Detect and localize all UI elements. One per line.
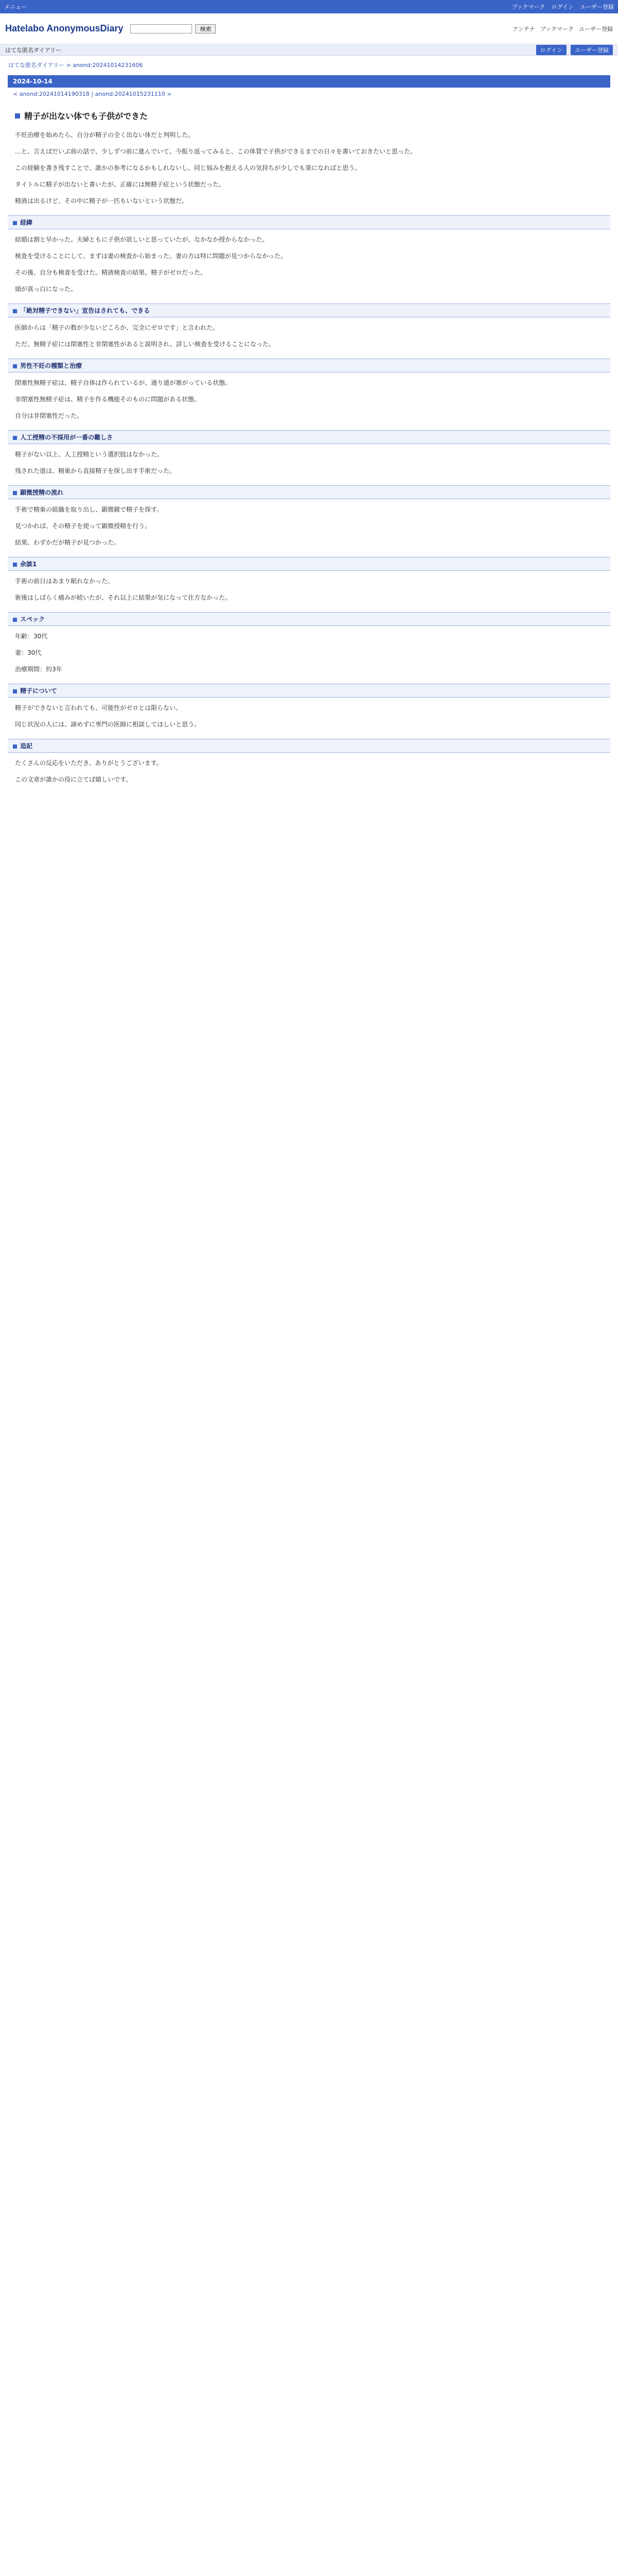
paragraph: 結婚は割と早かった。夫婦ともに子供が欲しいと思っていたが、なかなか授からなかった。 bbox=[15, 236, 269, 243]
section-heading: 余談1 bbox=[8, 557, 610, 571]
paragraph: 手術の前日はあまり眠れなかった。 bbox=[15, 578, 114, 585]
search-button[interactable]: 検索 bbox=[195, 24, 216, 33]
nav-register[interactable]: ユーザー登録 bbox=[579, 25, 613, 32]
entry-intro bbox=[8, 130, 610, 206]
top-link-register[interactable]: ユーザー登録 bbox=[580, 4, 614, 10]
site-logo[interactable]: Hatelabo AnonymousDiary bbox=[5, 23, 124, 33]
section-difficulty bbox=[8, 430, 610, 476]
nav-bookmark[interactable]: ブックマーク bbox=[540, 25, 574, 32]
breadcrumb[interactable]: はてな匿名ダイアリー > anond:20241014231606 bbox=[8, 62, 143, 69]
section-heading: 精子について bbox=[8, 684, 610, 698]
paragraph: その後、自分も検査を受けた。精液検査の結果、精子がゼロだった。 bbox=[15, 269, 207, 276]
content bbox=[8, 71, 610, 805]
paragraph: 精液は出るけど、その中に精子が一匹もいないという状態だ。 bbox=[15, 197, 188, 205]
paragraph: 見つかれば、その精子を使って顕微授精を行う。 bbox=[15, 522, 151, 530]
title-square-icon bbox=[15, 113, 20, 118]
section-heading: 顕微授精の流れ bbox=[8, 485, 610, 499]
paragraph: 同じ状況の人には、諦めずに専門の医師に相談してほしいと思う。 bbox=[15, 721, 201, 728]
entry-title-text: 精子が出ない体でも子供ができた bbox=[24, 111, 148, 121]
paragraph: 残された道は、精巣から直接精子を探し出す手術だった。 bbox=[15, 467, 176, 474]
section-heading: 経緯 bbox=[8, 215, 610, 229]
paragraph: タイトルに精子が出ないと書いたが、正確には無精子症という状態だった。 bbox=[15, 181, 225, 188]
nav-antenna[interactable]: アンテナ bbox=[512, 25, 535, 32]
header-nav bbox=[512, 25, 613, 33]
paragraph: …と、言えばだいぶ前の話で、少しずつ前に進んでいて、今振り返ってみると、この体質で子供ができるまでの日々を書いておきたいと思った。 bbox=[15, 148, 417, 155]
sub-bar bbox=[0, 44, 618, 56]
section-heading: スペック bbox=[8, 612, 610, 626]
top-link-login[interactable]: ログイン bbox=[551, 4, 574, 10]
paragraph: 手術で精巣の組織を取り出し、顕微鏡で精子を探す。 bbox=[15, 506, 163, 513]
paragraph: 年齢：30代 bbox=[15, 633, 48, 640]
paragraph: 精子ができないと言われても、可能性がゼロとは限らない。 bbox=[15, 704, 182, 711]
section-heading: 人工授精の不採用が一番の難しさ bbox=[8, 430, 610, 444]
subbar-actions bbox=[536, 45, 613, 55]
paragraph: 自分は非閉塞性だった。 bbox=[15, 412, 83, 419]
login-button[interactable]: ログイン bbox=[536, 45, 566, 55]
day-nav[interactable]: < anond:20241014190318 | anond:20241015231110 > bbox=[13, 91, 172, 97]
paragraph: 医師からは「精子の数が少ないどころか、完全にゼロです」と言われた。 bbox=[15, 324, 219, 331]
paragraph: 閉塞性無精子症は、精子自体は作られているが、通り道が塞がっている状態。 bbox=[15, 379, 232, 386]
top-link-bookmark[interactable]: ブックマーク bbox=[511, 4, 545, 10]
subbar-title[interactable]: はてな匿名ダイアリー bbox=[5, 46, 62, 54]
paragraph: 術後はしばらく痛みが続いたが、それ以上に結果が気になって仕方なかった。 bbox=[15, 594, 232, 601]
section-heading: 「絶対精子できない」宣告はされても、できる bbox=[8, 303, 610, 317]
paragraph: たくさんの反応をいただき、ありがとうございます。 bbox=[15, 759, 163, 767]
section-declaration bbox=[8, 303, 610, 349]
section-flow bbox=[8, 485, 610, 548]
paragraph: この経験を書き残すことで、誰かの参考になるかもしれないし、同じ悩みを抱える人の気持ちが少しでも楽になればと思う。 bbox=[15, 164, 361, 172]
paragraph: 妻：30代 bbox=[15, 649, 42, 656]
search-input[interactable] bbox=[130, 24, 192, 33]
section-postscript bbox=[8, 739, 610, 785]
paragraph: 不妊治療を始めたら、自分が精子の全く出ない体だと判明した。 bbox=[15, 131, 195, 139]
paragraph: 結果、わずかだが精子が見つかった。 bbox=[15, 539, 121, 546]
paragraph: 非閉塞性無精子症は、精子を作る機能そのものに問題がある状態。 bbox=[15, 396, 201, 403]
top-links bbox=[511, 3, 614, 11]
entry-title bbox=[15, 110, 603, 122]
paragraph: この文章が誰かの役に立てば嬉しいです。 bbox=[15, 776, 132, 783]
footer-spacer bbox=[8, 791, 610, 801]
section-keii bbox=[8, 215, 610, 294]
section-heading: 男性不妊の種類と治療 bbox=[8, 359, 610, 372]
section-sperm bbox=[8, 684, 610, 730]
top-bar bbox=[0, 0, 618, 13]
paragraph: 頭が真っ白になった。 bbox=[15, 285, 77, 293]
section-aside bbox=[8, 557, 610, 603]
menu-link[interactable]: メニュー bbox=[4, 4, 27, 10]
paragraph: 検査を受けることにして、まずは妻の検査から始まった。妻の方は特に問題が見つからなかった。 bbox=[15, 252, 287, 260]
paragraph: 精子がない以上、人工授精という選択肢はなかった。 bbox=[15, 451, 164, 458]
section-types bbox=[8, 359, 610, 421]
paragraph: 治療期間：約3年 bbox=[15, 666, 62, 673]
site-header bbox=[0, 13, 618, 44]
section-spec bbox=[8, 612, 610, 674]
paragraph: ただ、無精子症には閉塞性と非閉塞性があると説明され、詳しい検査を受けることになった。 bbox=[15, 341, 275, 348]
register-button[interactable]: ユーザー登録 bbox=[571, 45, 613, 55]
section-heading: 追記 bbox=[8, 739, 610, 753]
day-header: 2024-10-14 bbox=[8, 75, 610, 88]
